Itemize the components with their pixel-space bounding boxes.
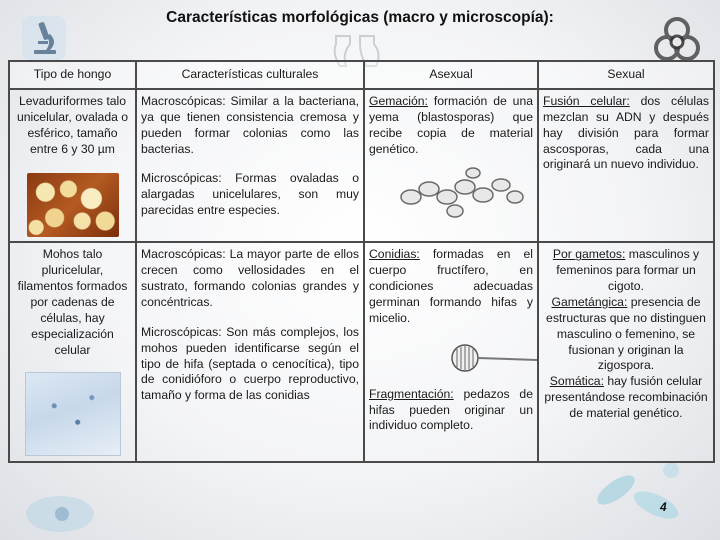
cell-culturales-mohos bbox=[136, 242, 364, 462]
gemacion-text: formación de una yema (blastosporas) que recibe copia de material genético. bbox=[369, 94, 533, 156]
gemacion-term: Gemación: bbox=[369, 94, 428, 108]
mohos-sexual-paragraph-3 bbox=[543, 374, 709, 422]
gametos-text: masculinos y femeninos para formar un cigoto. bbox=[556, 247, 700, 294]
mohos-micro-text: Microscópicas: Son más complejos, los mohos pueden identificarse según el tipo de hifa (septada o cenocítica), tipo de conidióforo o cuerpo reproductivo, tamaño y forma de las conidias bbox=[141, 324, 359, 403]
table-row-mohos bbox=[9, 242, 714, 462]
somatica-text: hay fusión celular presentándose recombinación de material genético. bbox=[544, 374, 708, 421]
cell-asexual-mohos bbox=[364, 242, 538, 462]
cell-tipo-mohos bbox=[9, 242, 136, 462]
yeast-colony-photo bbox=[27, 173, 119, 237]
levaduras-asexual-paragraph bbox=[369, 94, 533, 157]
somatica-term: Somática: bbox=[549, 374, 604, 389]
mohos-sexual-paragraph-1 bbox=[543, 247, 709, 295]
cell-icon bbox=[18, 480, 98, 538]
cell-tipo-levaduras bbox=[9, 89, 136, 242]
cell-sexual-levaduras bbox=[538, 89, 714, 242]
budding-yeast-diagram bbox=[397, 163, 527, 223]
table-header-row bbox=[9, 61, 714, 89]
gametangica-text: presencia de estructuras que no distinguen masculino o femenino, se fusionan y originan la zigospora. bbox=[546, 295, 706, 373]
cell-sexual-mohos bbox=[538, 242, 714, 462]
levaduras-sexual-paragraph bbox=[543, 94, 709, 173]
mohos-sexual-paragraph-2 bbox=[543, 295, 709, 374]
mohos-asexual-paragraph-1 bbox=[369, 247, 533, 326]
levaduras-macro-text: Macroscópicas: Similar a la bacteriana, ya que tienen consistencia cremosa y pueden formar colonias como las bacterias. bbox=[141, 94, 359, 156]
conidiophore-diagram bbox=[449, 343, 539, 373]
mold-micrograph-photo bbox=[25, 372, 121, 456]
conidias-term: Conidias: bbox=[369, 247, 420, 262]
conidias-text: formadas en el cuerpo fructífero, en condiciones adecuadas germinan formando hifas y micelio. bbox=[369, 247, 533, 325]
table-row-levaduras bbox=[9, 89, 714, 242]
mohos-asexual-paragraph-2 bbox=[369, 387, 533, 435]
gametangica-term: Gametángica: bbox=[551, 295, 628, 310]
header-sexual: Sexual bbox=[538, 61, 714, 89]
page-number: 4 bbox=[660, 500, 667, 514]
fusion-celular-text: dos células mezclan su ADN y después hay división para formar ascosporas, cada una originará un nuevo individuo. bbox=[543, 94, 709, 172]
cell-asexual-levaduras bbox=[364, 89, 538, 242]
fusion-celular-term: Fusión celular: bbox=[543, 94, 630, 108]
levaduras-micro-text: Microscópicas: Formas ovaladas o alargadas unicelulares, son muy parecidas entre especies. bbox=[141, 171, 359, 218]
gametos-term: Por gametos: bbox=[552, 247, 626, 262]
page-title: Características morfológicas (macro y microscopía): bbox=[166, 9, 554, 26]
tipo-mohos-text: Mohos talo pluricelular, filamentos formados por cadenas de células, hay especialización celular bbox=[17, 247, 128, 357]
header-tipo: Tipo de hongo bbox=[9, 61, 136, 89]
header-asexual: Asexual bbox=[364, 61, 538, 89]
mohos-macro-text: Macroscópicas: La mayor parte de ellos crecen como vellosidades en el sustrato, formando colonias grandes y concéntricas. bbox=[141, 247, 359, 310]
header-culturales: Características culturales bbox=[136, 61, 364, 89]
fragmentacion-text: pedazos de hifas pueden originar un individuo completo. bbox=[369, 386, 533, 433]
fragmentacion-term: Fragmentación: bbox=[369, 386, 454, 401]
morphology-table bbox=[8, 60, 715, 463]
cell-culturales-levaduras bbox=[136, 89, 364, 242]
tipo-levaduras-text: Levaduriformes talo unicelular, ovalada o esférico, tamaño entre 6 y 30 µm bbox=[16, 94, 129, 156]
